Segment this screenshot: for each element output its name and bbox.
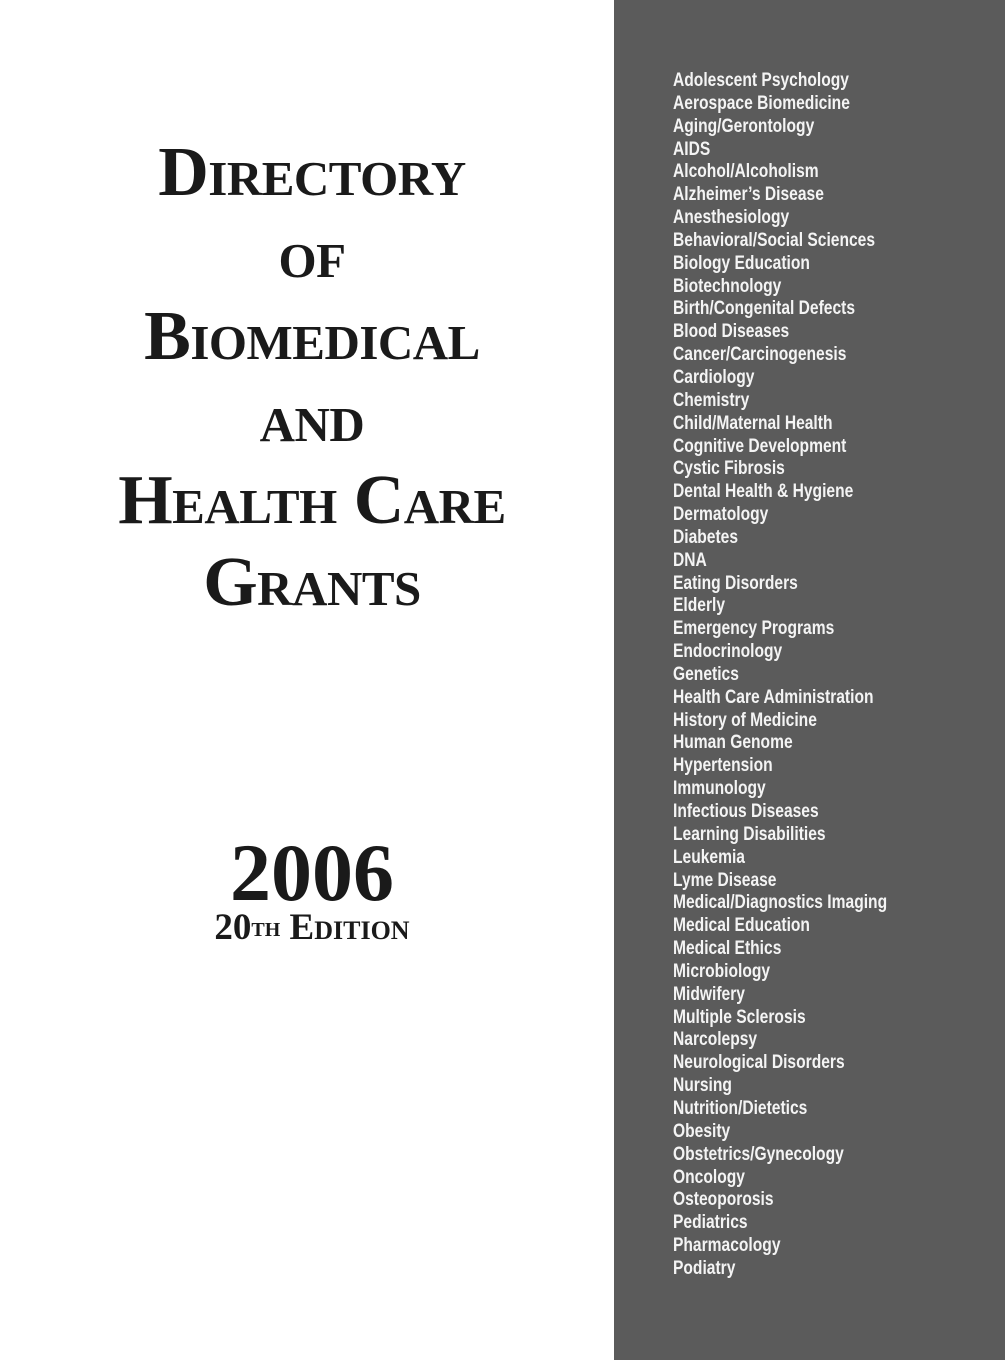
topic-item: Alzheimer’s Disease [673, 183, 824, 206]
edition-suffix: TH [251, 919, 281, 941]
topic-item: Cancer/Carcinogenesis [673, 343, 847, 366]
topic-item: Elderly [673, 594, 726, 617]
topic-item: Infectious Diseases [673, 800, 819, 822]
topic-item: Midwifery [673, 982, 745, 1005]
topic-item: Genetics [673, 662, 739, 685]
title-line: of [278, 216, 346, 293]
topic-item: Behavioral/Social Sciences [673, 228, 876, 251]
topic-item: Podiatry [673, 1256, 736, 1279]
title-line: Biomedical [144, 298, 480, 375]
topic-item: Obstetrics/Gynecology [673, 1142, 844, 1165]
topic-item: History of Medicine [673, 708, 817, 731]
topic-item: Cystic Fibrosis [673, 457, 785, 480]
topic-item: Anesthesiology [673, 206, 790, 229]
topic-item: Eating Disorders [673, 571, 798, 594]
topic-item: Dermatology [673, 503, 769, 526]
topic-item: Human Genome [673, 731, 793, 754]
topic-item: Learning Disabilities [673, 822, 826, 845]
topic-item: DNA [673, 548, 707, 571]
topic-item: Medical Education [673, 914, 810, 937]
topic-item: Birth/Congenital Defects [673, 297, 856, 320]
topic-item: Nursing [673, 1074, 732, 1097]
topic-item: Blood Diseases [673, 320, 790, 343]
topic-item: Neurological Disorders [673, 1051, 845, 1074]
topic-item: Adolescent Psychology [673, 69, 849, 91]
topic-item: Endocrinology [673, 640, 783, 663]
book-title [0, 132, 624, 624]
topic-item: Biology Education [673, 251, 810, 274]
topic-item: Immunology [673, 777, 766, 800]
topic-item: Obesity [673, 1119, 731, 1142]
topic-item: Biotechnology [673, 274, 782, 297]
topic-item: Pharmacology [673, 1234, 781, 1257]
topic-item: Pediatrics [673, 1211, 748, 1234]
topic-item: Aerospace Biomedicine [673, 91, 850, 114]
topic-item: Medical/Diagnostics Imaging [673, 891, 888, 914]
topic-item: Microbiology [673, 959, 771, 982]
topic-item: Lyme Disease [673, 868, 777, 891]
topic-item: Alcohol/Alcoholism [673, 160, 819, 183]
topic-item: Hypertension [673, 754, 773, 777]
topic-item: Diabetes [673, 525, 739, 548]
topic-item: Chemistry [673, 388, 750, 411]
title-line: Directory [158, 134, 466, 211]
edition-word: Edition [289, 907, 410, 948]
topic-item: Osteoporosis [673, 1188, 774, 1211]
topic-item: Medical Ethics [673, 937, 782, 960]
topic-item: Cardiology [673, 365, 755, 388]
title-line: Grants [203, 544, 421, 621]
topics-list [673, 69, 887, 1280]
topic-item: Aging/Gerontology [673, 114, 815, 137]
title-line: and [259, 380, 365, 457]
topic-item: AIDS [673, 137, 711, 160]
edition-number: 20 [214, 907, 252, 948]
topic-item: Oncology [673, 1165, 745, 1188]
topic-item: Dental Health & Hygiene [673, 480, 854, 503]
title-line: Health Care [118, 462, 506, 539]
topic-item: Cognitive Development [673, 434, 847, 457]
topic-item: Child/Maternal Health [673, 411, 833, 434]
topic-item: Emergency Programs [673, 617, 835, 640]
topic-item: Nutrition/Dietetics [673, 1096, 808, 1119]
topic-item: Narcolepsy [673, 1028, 758, 1051]
topic-item: Multiple Sclerosis [673, 1005, 806, 1028]
edition-label [0, 906, 624, 950]
topic-item: Leukemia [673, 845, 745, 868]
topic-item: Health Care Administration [673, 685, 874, 708]
edition-year: 2006 [230, 827, 394, 918]
